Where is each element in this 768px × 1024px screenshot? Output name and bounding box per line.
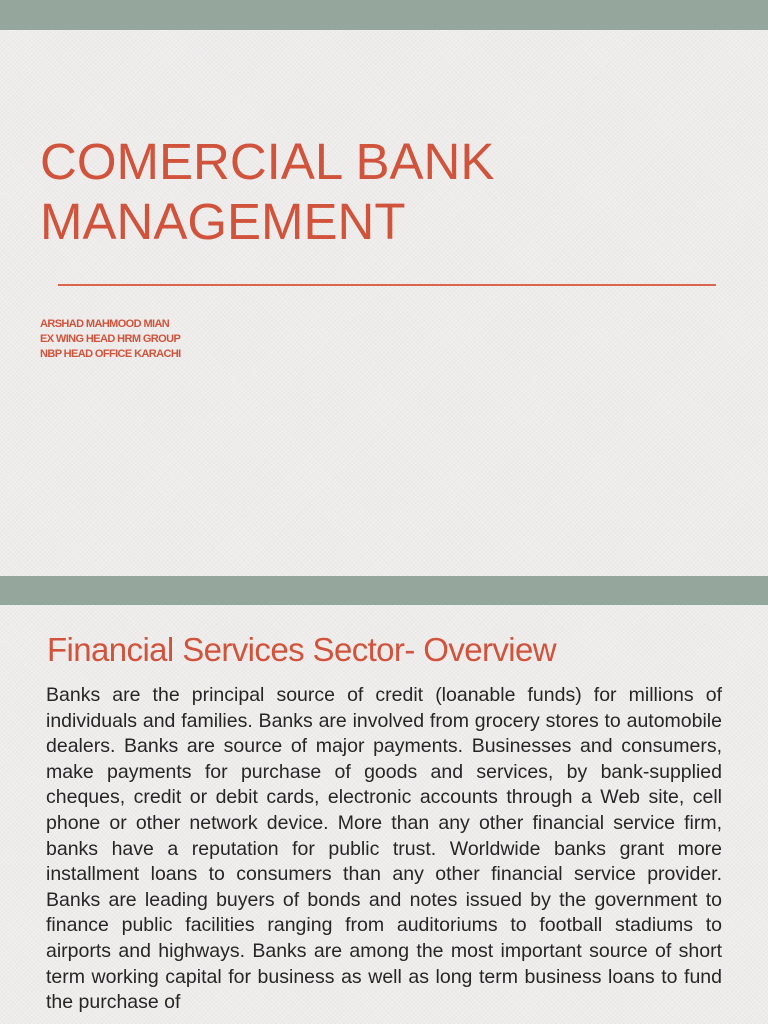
author-office: NBP HEAD OFFICE KARACHI: [40, 348, 181, 360]
title-divider: [58, 284, 716, 286]
author-info: [40, 317, 181, 362]
overview-heading: Financial Services Sector- Overview: [47, 631, 556, 668]
slide-title-line-2: MANAGEMENT: [40, 193, 406, 250]
overview-body-text: Banks are the principal source of credit (loanable funds) for millions of individuals and families. Banks are involved from grocery stores to automobile dealers. Banks are source of major payments. Businesses and consumers, make payments for purchase of goods and services, by bank-supplied cheques, credit or debit cards, electronic accounts through a Web site, cell phone or other network device. More than any other financial service firm, banks have a reputation for public trust. Worldwide banks grant more installment loans to consumers than any other financial service provider. Banks are leading buyers of bonds and notes issued by the government to finance public facilities ranging from auditoriums to football stadiums to airports and highways. Banks are among the most important source of short term working capital for business as well as long term business loans to fund the purchase of: [46, 684, 722, 1014]
author-name: ARSHAD MAHMOOD MIAN: [40, 318, 170, 330]
slide-title: [40, 132, 494, 252]
slide-title-line-1: COMERCIAL BANK: [40, 133, 495, 190]
slide-header-bar: [0, 0, 768, 30]
author-position: EX WING HEAD HRM GROUP: [40, 333, 181, 345]
slide-header-bar: [0, 576, 768, 605]
